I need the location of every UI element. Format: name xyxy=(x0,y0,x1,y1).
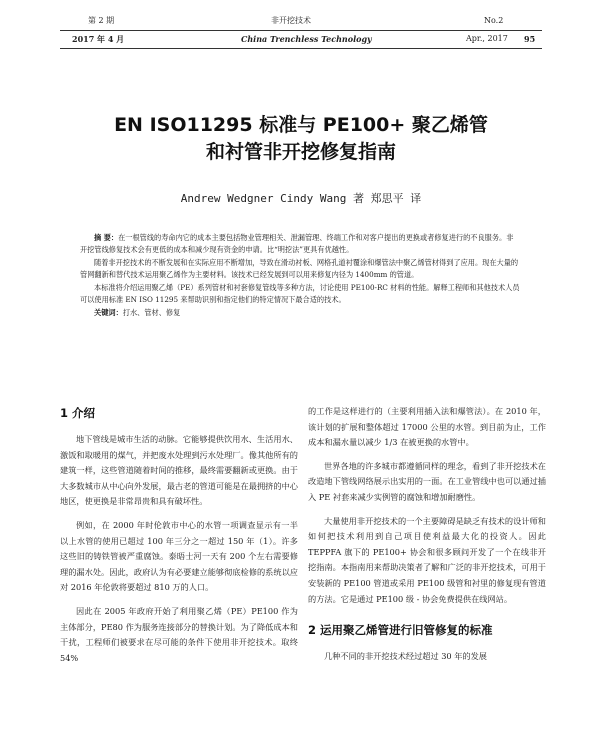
title-line-2: 和衬管非开挖修复指南 xyxy=(205,141,396,163)
journal-no: No.2 xyxy=(484,16,504,25)
abstract-paragraph-1 xyxy=(80,232,520,256)
body-paragraph: 例如，在 2000 年时伦敦市中心的水管一项调查显示有一半以上水管的使用已超过 100 年三分之一超过 150 年（1）。许多这些旧的铸铁管被严重腐蚀。泰晤士河一天有 200 个左右需要修理的漏水处。因此，政府认为有必要建立能够彻底检修的系统以应对 2016 年伦敦将要超过 810 万的人口。 xyxy=(60,519,298,593)
journal-title-en: China Trenchless Technology xyxy=(241,34,372,44)
paragraph-gap xyxy=(60,510,298,518)
issue-number: 第 2 期 xyxy=(88,16,115,25)
abstract-text-1: 在一根管线的寿命内它的成本主要包括物业管理相关、泄漏管理、终端工作和对客户提出的更换或者修复进行的不良服务。非开挖管线修复技术会有更低的成本和减少现有资金的申请。比“明挖法”更具有优越性。 xyxy=(80,233,514,254)
header-rule-bottom xyxy=(60,48,542,49)
right-column xyxy=(308,404,546,665)
paragraph-gap xyxy=(308,451,546,459)
body-paragraph: 世界各地的许多城市都遵循同样的理念，看到了非开挖技术在改造地下管线网络展示出实用的一面。在工业管线中也可以通过插入 PE 衬套来减少实例管的腐蚀和增加耐磨性。 xyxy=(308,460,546,502)
publication-month: Apr., 2017 xyxy=(466,34,508,43)
section-heading-standards: 2 运用聚乙烯管进行旧管修复的标准 xyxy=(308,623,493,638)
abstract xyxy=(80,232,520,320)
body-paragraph: 的工作是这样进行的（主要利用插入法和爆管法）。在 2010 年，该计划的扩展和整体超过 17000 公里的水管。到目前为止，工作成本和漏水量以减少 1/3 在被更换的水管中。 xyxy=(308,406,546,448)
journal-title-cn: 非开挖技术 xyxy=(271,16,311,25)
keywords xyxy=(80,307,520,319)
keywords-text: 打水、管材、修复 xyxy=(122,308,181,317)
abstract-paragraph-3: 本标准将介绍运用聚乙烯（PE）系列管材和衬套修复管线等多种方法，讨论使用 PE100-RC 材料的性能。解释工程师和其他技术人员可以使用标准 EN ISO 11295 来帮助识别和指定他们的特定情况下最合适的技术。 xyxy=(80,283,520,304)
header-rule-top xyxy=(60,30,542,31)
body-paragraph: 大量使用非开挖技术的一个主要障碍是缺乏有技术的设计师和如何把技术利用到自己项目使利益最大化的投资人。因此 TEPPFA 旗下的 PE100+ 协会和很多顾问开发了一个在线非开挖指南。本指南用来帮助决策者了解和广泛的非开挖技术，可用于安装新的 PE100 管道或采用 PE100 级管和衬里的修复现有管道的方法。它是通过 PE100 级 - 协会免费提供在线网站。 xyxy=(308,515,546,604)
section-heading-introduction: 1 介绍 xyxy=(60,406,96,420)
publication-date: 2017 年 4 月 xyxy=(72,34,125,44)
article-title xyxy=(60,112,542,166)
left-column xyxy=(60,402,298,666)
paragraph-gap xyxy=(308,506,546,514)
body-paragraph: 几种不同的非开挖技术经过超过 30 年的发展 xyxy=(324,651,487,662)
author-line: Andrew Wedgner Cindy Wang 著 郑思平 译 xyxy=(180,192,422,205)
title-line-1: EN ISO11295 标准与 PE100+ 聚乙烯管 xyxy=(114,114,488,136)
body-paragraph: 因此在 2005 年政府开始了利用聚乙烯（PE）PE100 作为主体部分，PE80 作为服务连接部分的替换计划。为了降低成本和干扰，工程师们被要求在尽可能的条件下使用非开挖技术。取终 54% xyxy=(60,605,298,663)
page-number: 95 xyxy=(524,34,536,44)
abstract-paragraph-2: 随着非开挖技术的不断发展和在实际应用不断增加，导致在滑动衬板、网格孔道衬覆涂和爆管法中聚乙烯管材得到了应用。现在大量的管网翻新和替代技术运用聚乙烯作为主要材料。该技术已经发展到可以用来修复内径为 1400mm 的管道。 xyxy=(80,258,519,279)
body-paragraph: 地下管线是城市生活的动脉。它能够提供饮用水、生活用水、激饭和取暖用的煤气，并把废水处理到污水处理厂。像其他所有的建筑一样，这些管道随着时间的推移，最终需要翻新或更换。由于大多数城市从中心向外发展，最古老的管道可能是在最拥挤的中心地区，使更换是非常昂贵和具有破坏性。 xyxy=(60,434,298,507)
keywords-label: 关键词： xyxy=(94,308,123,317)
paragraph-gap xyxy=(60,596,298,604)
abstract-label: 摘 要： xyxy=(94,233,119,242)
